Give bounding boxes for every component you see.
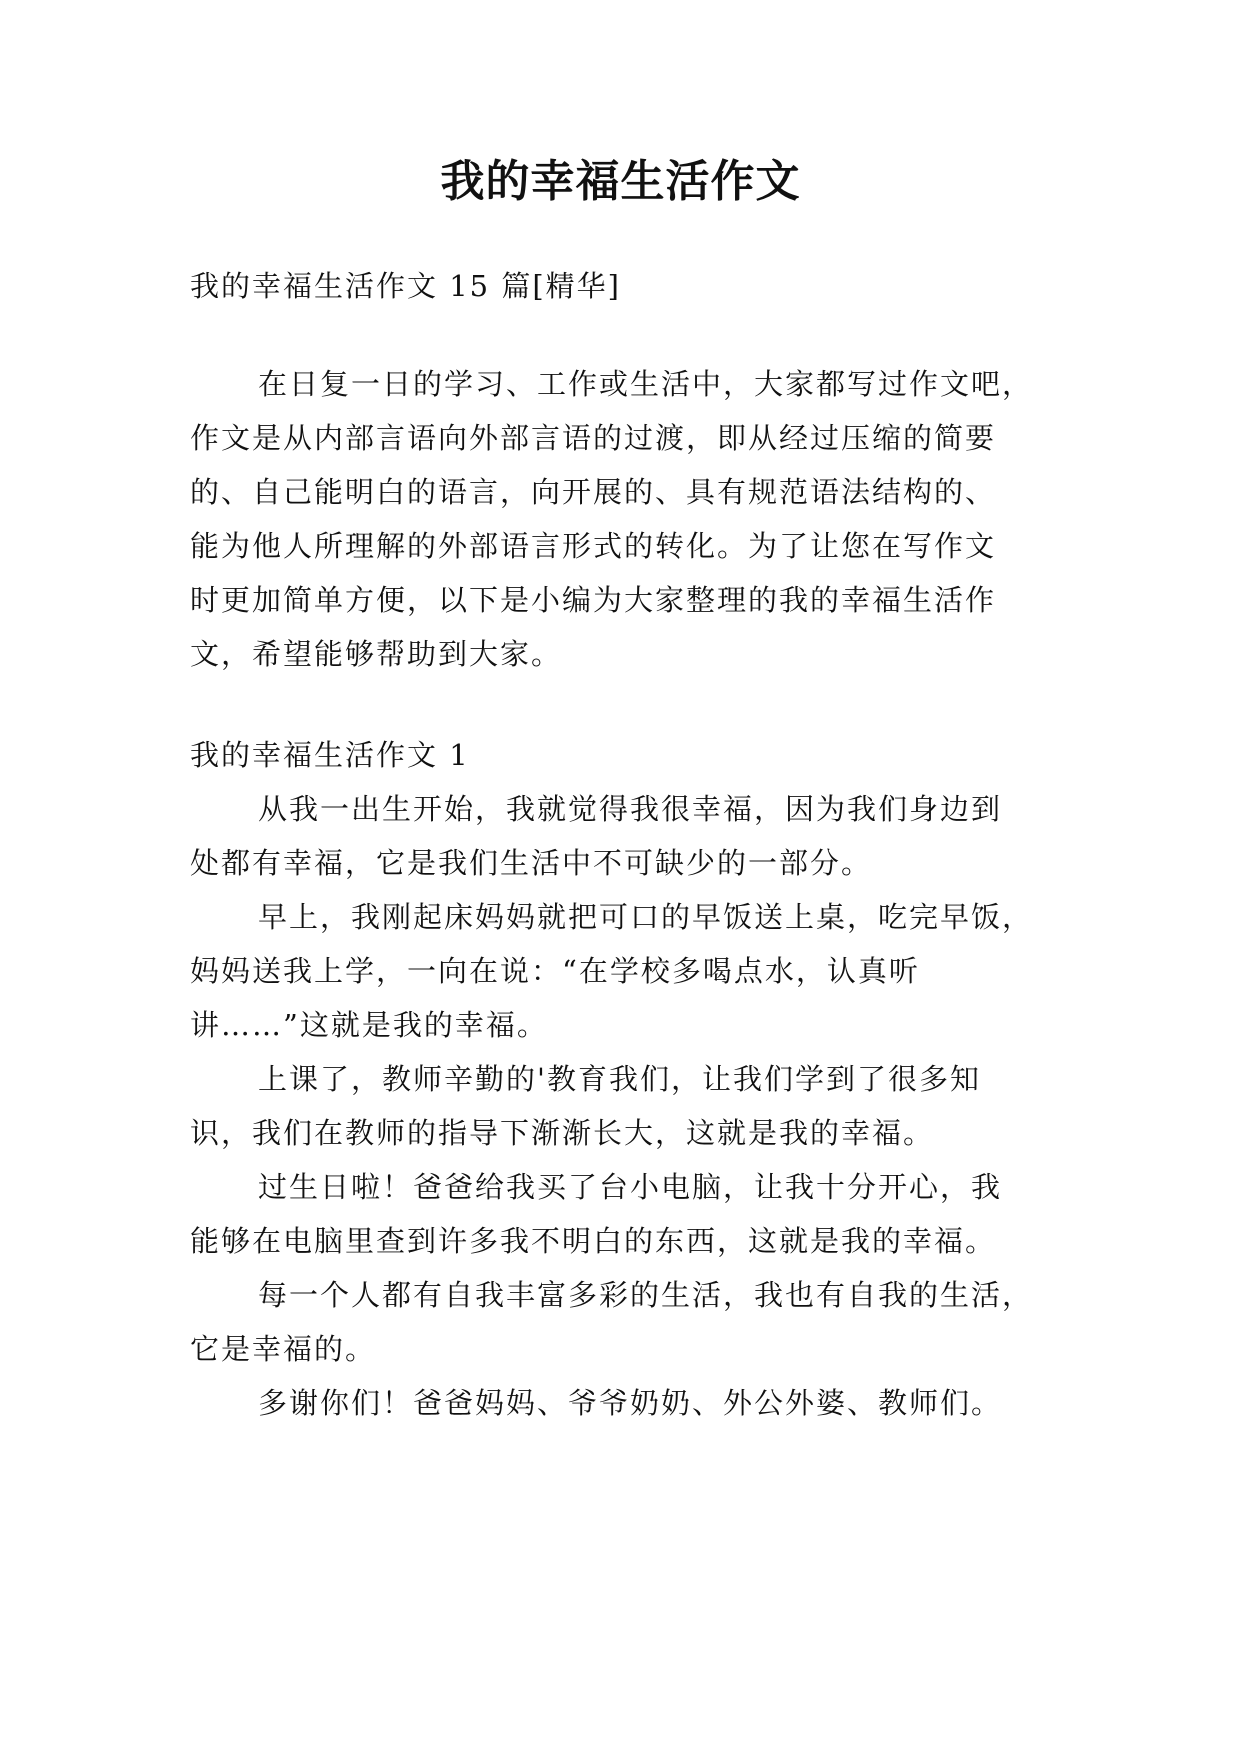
intro-line: 作文是从内部言语向外部言语的过渡，即从经过压缩的简要 [190, 421, 997, 455]
document-subtitle: 我的幸福生活作文 15 篇[精华] [190, 269, 621, 303]
body-line: 早上，我刚起床妈妈就把可口的早饭送上桌，吃完早饭， [258, 900, 1034, 934]
body-line: 过生日啦！爸爸给我买了台小电脑，让我十分开心，我 [258, 1170, 1003, 1204]
body-line: 识，我们在教师的指导下渐渐长大，这就是我的幸福。 [190, 1116, 935, 1150]
body-line: 它是幸福的。 [190, 1332, 377, 1366]
body-line: 能够在电脑里查到许多我不明白的东西，这就是我的幸福。 [190, 1224, 997, 1258]
section-heading: 我的幸福生活作文 1 [190, 738, 470, 772]
intro-line: 时更加简单方便，以下是小编为大家整理的我的幸福生活作 [190, 583, 997, 617]
body-line: 从我一出生开始，我就觉得我很幸福，因为我们身边到 [258, 792, 1003, 826]
body-line: 处都有幸福，它是我们生活中不可缺少的一部分。 [190, 846, 873, 880]
body-line: 每一个人都有自我丰富多彩的生活，我也有自我的生活， [258, 1278, 1034, 1312]
intro-line: 文，希望能够帮助到大家。 [190, 637, 563, 671]
intro-line: 的、自己能明白的语言，向开展的、具有规范语法结构的、 [190, 475, 997, 509]
intro-line: 能为他人所理解的外部语言形式的转化。为了让您在写作文 [190, 529, 997, 563]
body-line: 妈妈送我上学，一向在说：“在学校多喝点水，认真听 [190, 954, 920, 988]
intro-line: 在日复一日的学习、工作或生活中，大家都写过作文吧， [258, 367, 1034, 401]
page-title: 我的幸福生活作文 [440, 156, 801, 207]
body-line: 上课了，教师辛勤的'教育我们，让我们学到了很多知 [258, 1062, 981, 1096]
body-line: 讲……”这就是我的幸福。 [190, 1008, 548, 1042]
body-line: 多谢你们！爸爸妈妈、爷爷奶奶、外公外婆、教师们。 [258, 1386, 1003, 1420]
